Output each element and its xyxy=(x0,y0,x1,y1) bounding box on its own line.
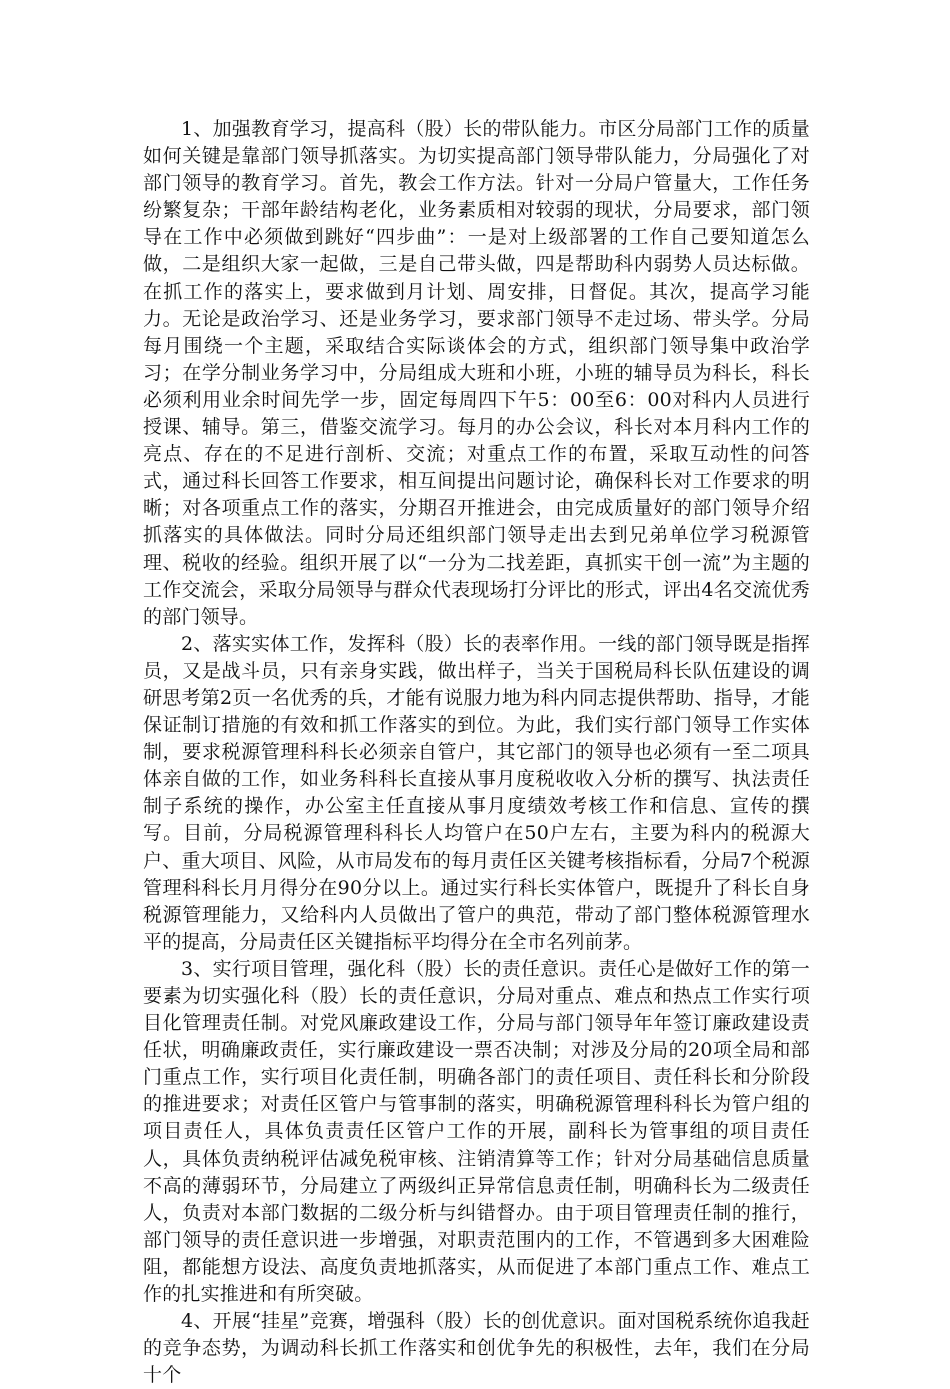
document-body xyxy=(143,116,810,1389)
paragraph-2: 2、落实实体工作，发挥科（股）长的表率作用。一线的部门领导既是指挥员，又是战斗员，只有亲身实践，做出样子，当关于国税局科长队伍建设的调研思考第2页一名优秀的兵，才能有说服力地为科内同志提供帮助、指导，才能保证制订措施的有效和抓工作落实的到位。为此，我们实行部门领导工作实体制，要求税源管理科科长必须亲自管户，其它部门的领导也必须有一至二项具体亲自做的工作，如业务科科长直接从事月度税收收入分析的撰写、执法责任制子系统的操作，办公室主任直接从事月度绩效考核工作和信息、宣传的撰写。目前，分局税源管理科科长人均管户在50户左右，主要为科内的税源大户、重大项目、风险，从市局发布的每月责任区关键考核指标看，分局7个税源管理科科长月月得分在90分以上。通过实行科长实体管户，既提升了科长自身税源管理能力，又给科内人员做出了管户的典范，带动了部门整体税源管理水平的提高，分局责任区关键指标平均得分在全市名列前茅。 xyxy=(143,632,810,953)
paragraph-1: 1、加强教育学习，提高科（股）长的带队能力。市区分局部门工作的质量如何关键是靠部门领导抓落实。为切实提高部门领导带队能力，分局强化了对部门领导的教育学习。首先，教会工作方法。针对一分局户管量大，工作任务纷繁复杂；干部年龄结构老化，业务素质相对较弱的现状，分局要求，部门领导在工作中必须做到跳好“四步曲”：一是对上级部署的工作自己要知道怎么做，二是组织大家一起做，三是自己带头做，四是帮助科内弱势人员达标做。在抓工作的落实上，要求做到月计划、周安排，日督促。其次，提高学习能力。无论是政治学习、还是业务学习，要求部门领导不走过场、带头学。分局每月围绕一个主题，采取结合实际谈体会的方式，组织部门领导集中政治学习；在学分制业务学习中，分局组成大班和小班，小班的辅导员为科长，科长必须利用业余时间先学一步，固定每周四下午5：00至6：00对科内人员进行授课、辅导。第三，借鉴交流学习。每月的办公会议，科长对本月科内工作的亮点、存在的不足进行剖析、交流；对重点工作的布置，采取互动性的问答式，通过科长回答工作要求，相互间提出问题讨论，确保科长对工作要求的明晰；对各项重点工作的落实，分期召开推进会，由完成质量好的部门领导介绍抓落实的具体做法。同时分局还组织部门领导走出去到兄弟单位学习税源管理、税收的经验。组织开展了以“一分为二找差距，真抓实干创一流”为主题的工作交流会，采取分局领导与群众代表现场打分评比的形式，评出4名交流优秀的部门领导。 xyxy=(143,118,810,628)
paragraph-4: 4、开展“挂星”竞赛，增强科（股）长的创优意识。面对国税系统你追我赶的竞争态势，为调动科长抓工作落实和创优争先的积极性，去年，我们在分局十个 xyxy=(143,1310,810,1387)
paragraph-3: 3、实行项目管理，强化科（股）长的责任意识。责任心是做好工作的第一要素为切实强化科（股）长的责任意识，分局对重点、难点和热点工作实行项目化管理责任制。对党风廉政建设工作，分局与部门领导年年签订廉政建设责任状，明确廉政责任，实行廉政建设一票否决制；对涉及分局的20项全局和部门重点工作，实行项目化责任制，明确各部门的责任项目、责任科长和分阶段的推进要求；对责任区管户与管事制的落实，明确税源管理科科长为管户组的项目责任人，具体负责责任区管户工作的开展，副科长为管事组的项目责任人，具体负责纳税评估减免税审核、注销清算等工作；针对分局基础信息质量不高的薄弱环节，分局建立了两级纠正异常信息责任制，明确科长为二级责任人，负责对本部门数据的二级分析与纠错督办。由于项目管理责任制的推行，部门领导的责任意识进一步增强，对职责范围内的工作，不管遇到多大困难险阻，都能想方设法、高度负责地抓落实，从而促进了本部门重点工作、难点工作的扎实推进和有所突破。 xyxy=(143,957,810,1306)
